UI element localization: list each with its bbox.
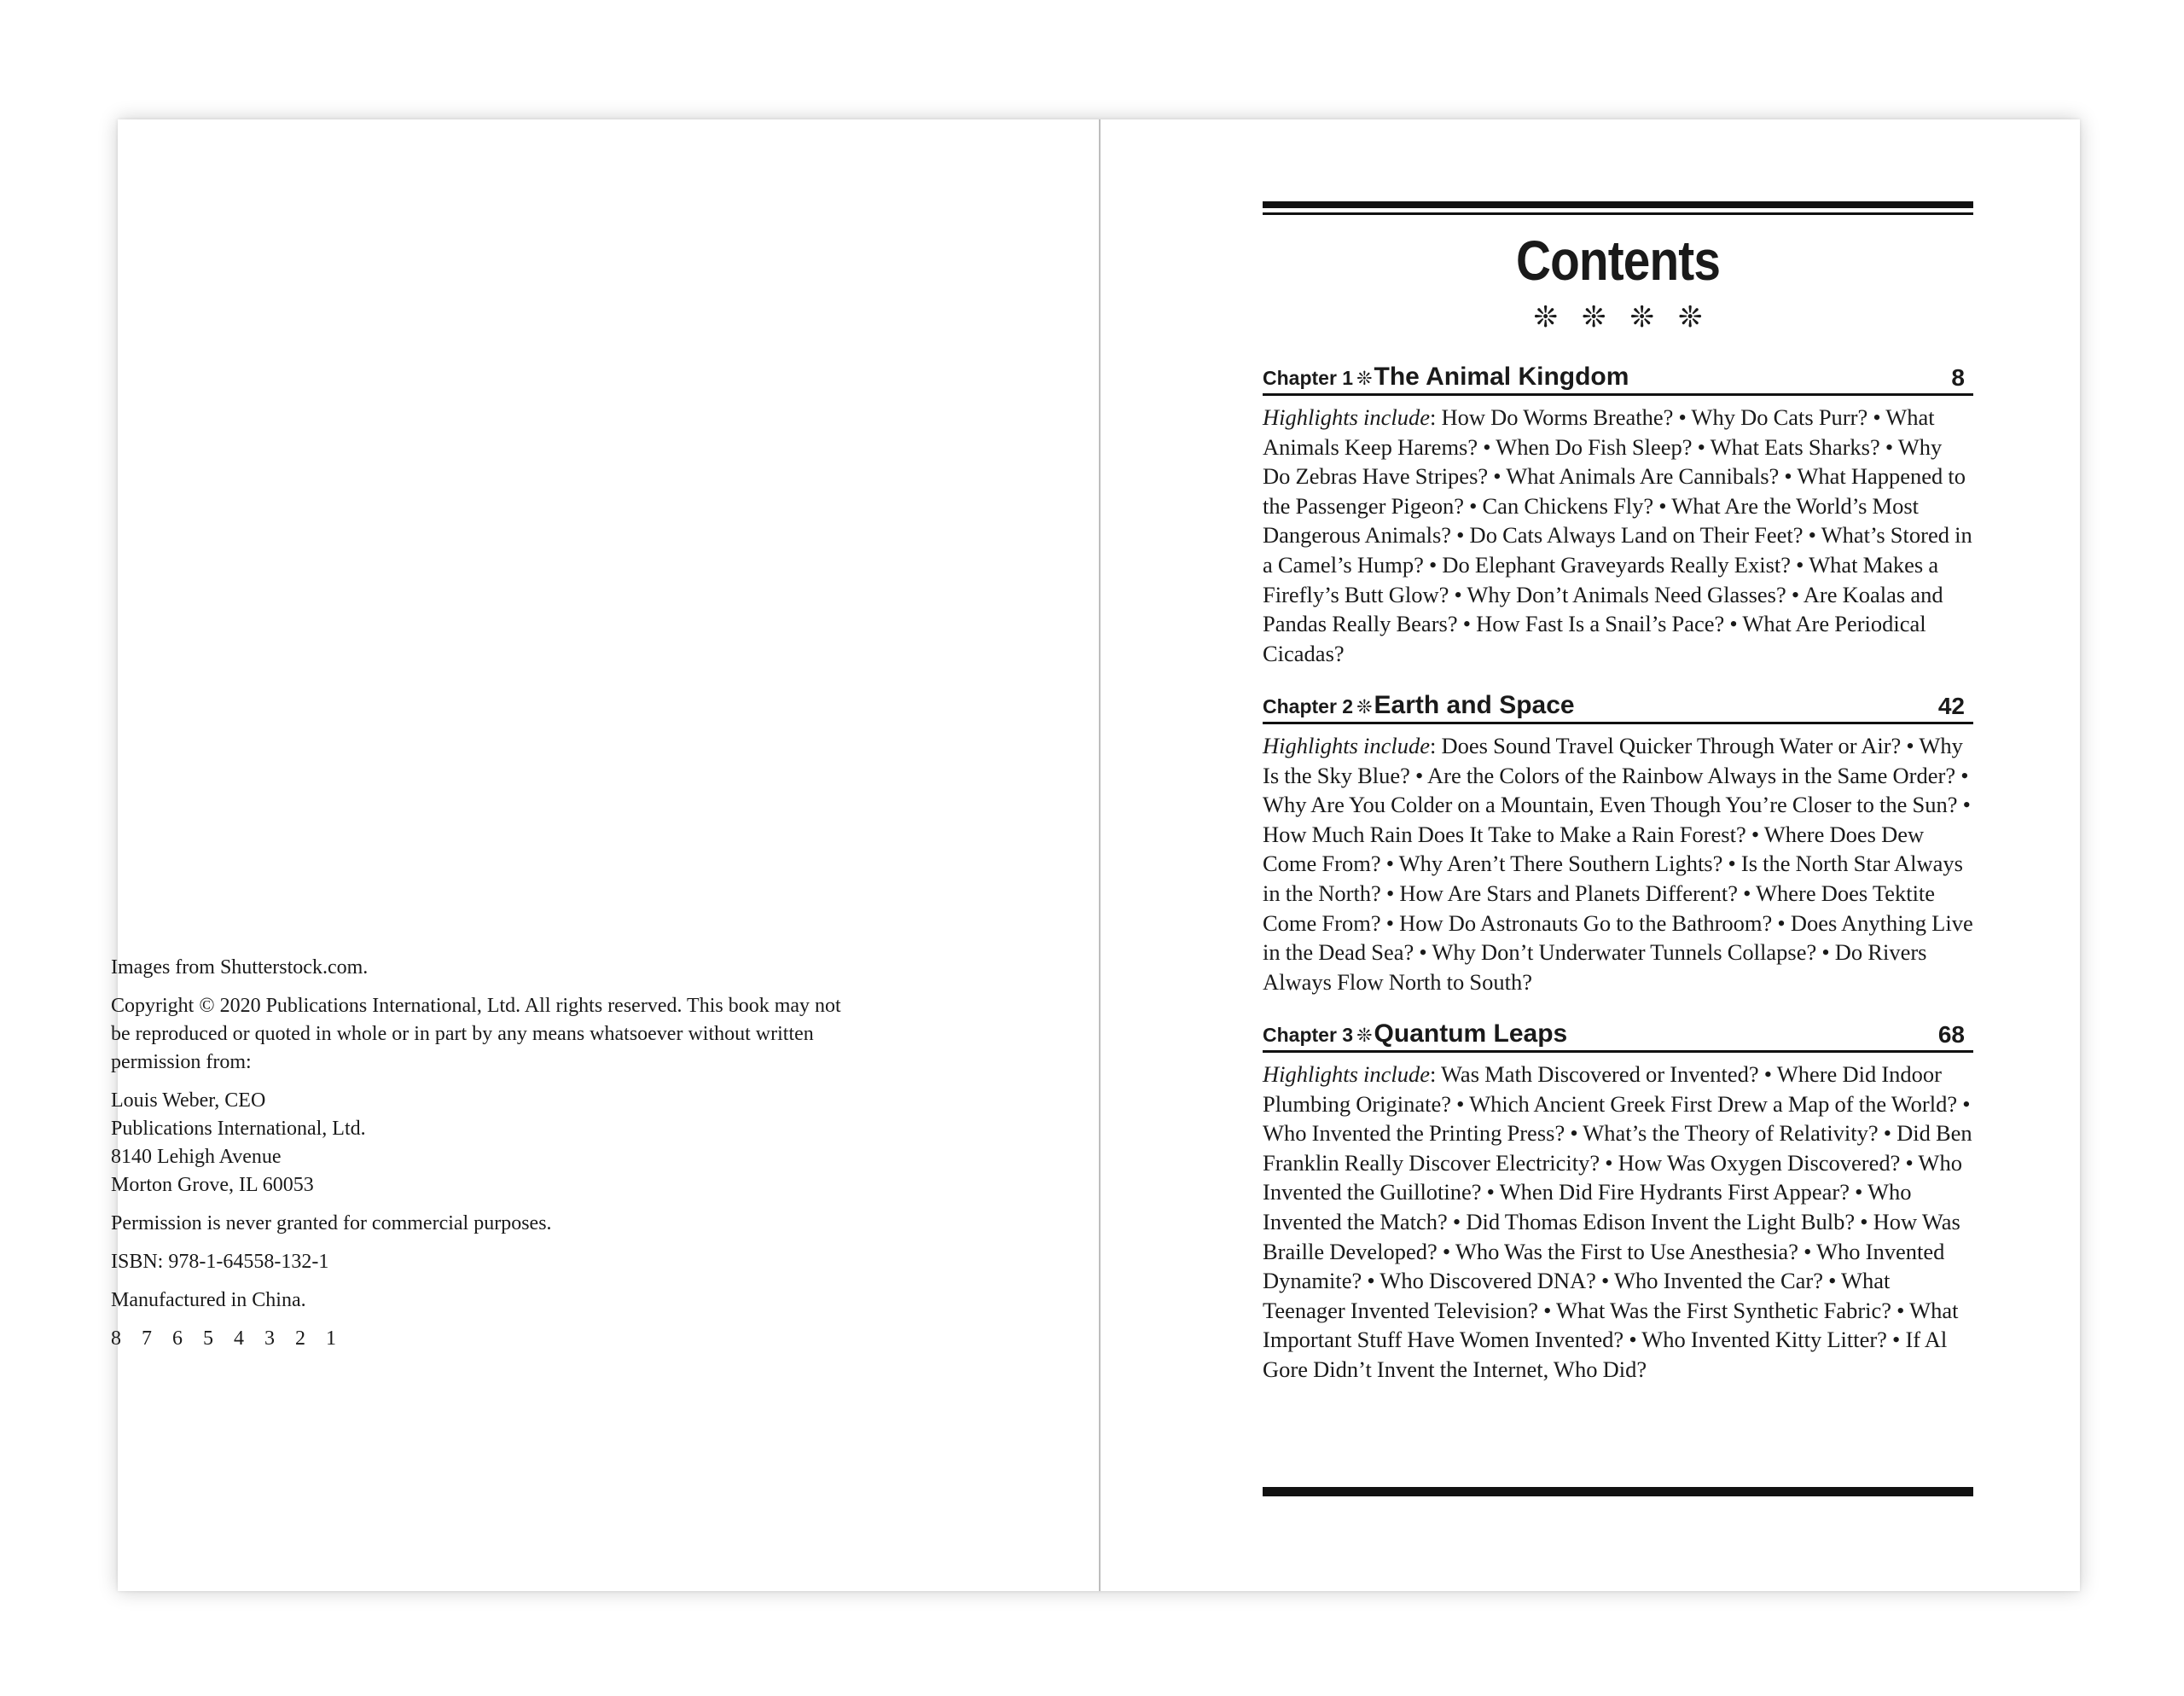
highlights-label: Highlights include bbox=[1263, 733, 1431, 758]
chapter-label-group bbox=[1263, 691, 1575, 720]
chapter-title: Earth and Space bbox=[1374, 691, 1575, 719]
rule-thick bbox=[1263, 201, 1973, 208]
chapter-highlights bbox=[1263, 1060, 1973, 1385]
chapter-entry-3[interactable] bbox=[1263, 1016, 1973, 1385]
manufactured-note: Manufactured in China. bbox=[111, 1289, 306, 1311]
isbn: ISBN: 978-1-64558-132-1 bbox=[111, 1251, 329, 1273]
chapter-label-group bbox=[1263, 363, 1629, 392]
ornament-stars: ❊❊❊❊ bbox=[1533, 300, 1727, 334]
contents-title: Contents bbox=[1515, 229, 1721, 292]
print-line: 8 7 6 5 4 3 2 1 bbox=[111, 1327, 344, 1350]
bottom-double-rule bbox=[1263, 1483, 1973, 1496]
chapter-entry-1[interactable] bbox=[1263, 359, 1973, 668]
star-icon: ❊ bbox=[1356, 1025, 1373, 1047]
highlights-label: Highlights include bbox=[1263, 404, 1431, 430]
chapter-heading bbox=[1263, 688, 1973, 724]
star-icon: ❊ bbox=[1356, 697, 1373, 718]
chapter-highlights bbox=[1263, 731, 1973, 996]
address-line: 8140 Lehigh Avenue bbox=[111, 1146, 282, 1168]
highlights-text: : Does Sound Travel Quicker Through Water or Air? • Why Is the Sky Blue? • Are the Colors of the Rainbow Always in the Same Order? • Why Are You Colder on a Mountain, Even Though You’re Closer to the Sun? • How Much Rain Does It Take to Make a Rain Forest? • Where Does Dew Come From? • Why Aren’t There Southern Lights? • Is the North Star Always in the North? • How Are Stars and Planets Different? • Where Does Tektite Come From? • How Do Astronauts Go to the Bathroom? • Does Anything Live in the Dead Sea? • Why Don’t Underwater Tunnels Collapse? • Do Rivers Always Flow North to South? bbox=[1263, 733, 1973, 995]
rule-thin bbox=[1263, 1494, 1973, 1496]
highlights-text: : How Do Worms Breathe? • Why Do Cats Purr? • What Animals Keep Harems? • When Do Fish Sleep? • What Eats Sharks? • Why Do Zebras Have Stripes? • What Animals Are Cannibals? • What Happened to the Passenger Pigeon? • Can Chickens Fly? • What Are the World’s Most Dangerous Animals? • Do Cats Always Land on Their Feet? • What’s Stored in a Camel’s Hump? • Do Elephant Graveyards Really Exist? • What Makes a Firefly’s Butt Glow? • Why Don’t Animals Need Glasses? • Are Koalas and Pandas Really Bears? • How Fast Is a Snail’s Pace? • What Are Periodical Cicadas? bbox=[1263, 404, 1972, 666]
chapter-title: Quantum Leaps bbox=[1374, 1019, 1568, 1048]
chapter-label-group bbox=[1263, 1019, 1567, 1048]
address-line: Louis Weber, CEO bbox=[111, 1089, 266, 1112]
chapter-page-number: 68 bbox=[1937, 1021, 1965, 1048]
highlights-label: Highlights include bbox=[1263, 1061, 1431, 1087]
page-gutter bbox=[1099, 119, 1101, 1591]
top-double-rule bbox=[1263, 201, 1973, 215]
chapter-number: Chapter 2 bbox=[1263, 695, 1354, 717]
chapter-number: Chapter 3 bbox=[1263, 1024, 1354, 1046]
copyright-notice: Copyright © 2020 Publications International, Ltd. All rights reserved. This book may not be reproduced or quoted in whole or in part by any means whatsoever without written permission from: bbox=[111, 995, 841, 1073]
publisher-address bbox=[111, 1087, 862, 1199]
chapter-entry-2[interactable] bbox=[1263, 688, 1973, 996]
rule-thin bbox=[1263, 212, 1973, 215]
rule-thick bbox=[1263, 1487, 1973, 1494]
address-line: Publications International, Ltd. bbox=[111, 1118, 366, 1140]
star-icon: ❊ bbox=[1356, 369, 1373, 390]
permission-note: Permission is never granted for commercial purposes. bbox=[111, 1212, 552, 1234]
address-line: Morton Grove, IL 60053 bbox=[111, 1174, 314, 1196]
chapter-title: The Animal Kingdom bbox=[1374, 363, 1629, 391]
chapter-heading bbox=[1263, 1016, 1973, 1053]
chapter-heading bbox=[1263, 359, 1973, 396]
chapter-highlights bbox=[1263, 403, 1973, 668]
chapter-page-number: 8 bbox=[1951, 364, 1965, 391]
image-credits: Images from Shutterstock.com. bbox=[111, 956, 369, 979]
highlights-text: : Was Math Discovered or Invented? • Where Did Indoor Plumbing Originate? • Which Ancient Greek First Drew a Map of the World? • Who Invented the Printing Press? • What’s the Theory of Relativity? • Did Ben Franklin Really Discover Electricity? • How Was Oxygen Discovered? • Who Invented the Guillotine? • When Did Fire Hydrants First Appear? • Who Invented the Match? • Did Thomas Edison Invent the Light Bulb? • How Was Braille Developed? • Who Was the First to Use Anesthesia? • Who Invented Dynamite? • Who Discovered DNA? • Who Invented the Car? • What Teenager Invented Television? • What Was the First Synthetic Fabric? • What Important Stuff Have Women Invented? • Who Invented Kitty Litter? • If Al Gore Didn’t Invent the Internet, Who Did? bbox=[1263, 1061, 1972, 1382]
chapter-number: Chapter 1 bbox=[1263, 367, 1354, 389]
copyright-block bbox=[111, 954, 862, 1363]
chapter-page-number: 42 bbox=[1937, 693, 1965, 719]
left-page bbox=[118, 119, 1099, 1591]
